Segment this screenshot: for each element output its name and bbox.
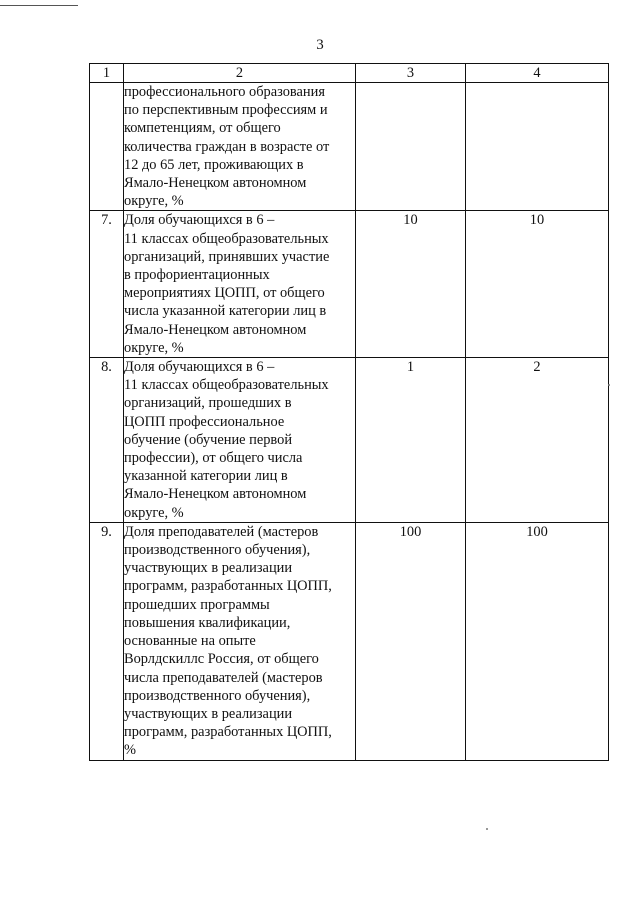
value-col4 (466, 83, 609, 211)
scan-speck (608, 384, 610, 386)
description-line: 11 классах общеобразовательных (124, 377, 329, 394)
description-line: участвующих в реализации (124, 560, 293, 577)
row-number: 9. (90, 522, 124, 760)
value-col3 (356, 83, 466, 211)
table-row (90, 358, 609, 523)
table-row (90, 522, 609, 760)
description-line: округе, % (124, 504, 184, 521)
description-line: Ямало-Ненецком автономном (124, 321, 307, 338)
row-number: 8. (90, 358, 124, 523)
value-col3: 10 (356, 211, 466, 358)
description-line: производственного обучения), (124, 687, 311, 704)
description-line: Ямало-Ненецком автономном (124, 175, 307, 192)
description-line: Доля обучающихся в 6 – (124, 359, 275, 376)
indicator-description (124, 522, 356, 760)
row-number: 7. (90, 211, 124, 358)
description-line: округе, % (124, 339, 184, 356)
column-header: 3 (356, 64, 466, 83)
description-line: ЦОПП профессиональное (124, 413, 285, 430)
value-col4: 2 (466, 358, 609, 523)
description-line: Доля обучающихся в 6 – (124, 212, 275, 229)
top-left-rule (0, 5, 78, 6)
table-header-row (90, 64, 609, 83)
description-line: округе, % (124, 193, 184, 210)
column-header: 4 (466, 64, 609, 83)
description-line: организаций, прошедших в (124, 395, 292, 412)
indicator-description (124, 358, 356, 523)
description-line: обучение (обучение первой (124, 431, 293, 448)
description-line: Ворлдскиллс Россия, от общего (124, 651, 319, 668)
value-col3: 1 (356, 358, 466, 523)
description-line: % (124, 742, 136, 759)
row-number (90, 83, 124, 211)
description-line: числа указанной категории лиц в (124, 303, 327, 320)
description-line: профессионального образования (124, 84, 325, 100)
indicator-description (124, 83, 356, 211)
description-line: 12 до 65 лет, проживающих в (124, 156, 304, 173)
value-col4: 10 (466, 211, 609, 358)
description-line: Ямало-Ненецком автономном (124, 486, 307, 503)
description-line: по перспективным профессиям и (124, 102, 328, 119)
value-col3: 100 (356, 522, 466, 760)
description-line: количества граждан в возрасте от (124, 138, 330, 155)
table-row (90, 83, 609, 211)
description-line: профессии), от общего числа (124, 450, 303, 467)
description-line: организаций, принявших участие (124, 248, 330, 265)
description-line: прошедших программы (124, 596, 270, 613)
description-line: 11 классах общеобразовательных (124, 230, 329, 247)
page-number: 3 (316, 37, 324, 53)
description-line: основанные на опыте (124, 633, 256, 650)
description-line: повышения квалификации, (124, 614, 291, 631)
description-line: программ, разработанных ЦОПП, (124, 578, 332, 595)
description-line: программ, разработанных ЦОПП, (124, 724, 332, 741)
description-line: в профориентационных (124, 267, 270, 284)
description-line: производственного обучения), (124, 542, 311, 559)
column-header: 2 (124, 64, 356, 83)
description-line: числа преподавателей (мастеров (124, 669, 323, 686)
description-line: компетенциям, от общего (124, 120, 281, 137)
column-header: 1 (90, 64, 124, 83)
description-line: участвующих в реализации (124, 705, 293, 722)
indicators-table (89, 63, 609, 761)
description-line: Доля преподавателей (мастеров (124, 523, 319, 540)
value-col4: 100 (466, 522, 609, 760)
description-line: мероприятиях ЦОПП, от общего (124, 285, 325, 302)
indicator-description (124, 211, 356, 358)
table-row (90, 211, 609, 358)
scan-speck (486, 828, 488, 830)
description-line: указанной категории лиц в (124, 468, 288, 485)
